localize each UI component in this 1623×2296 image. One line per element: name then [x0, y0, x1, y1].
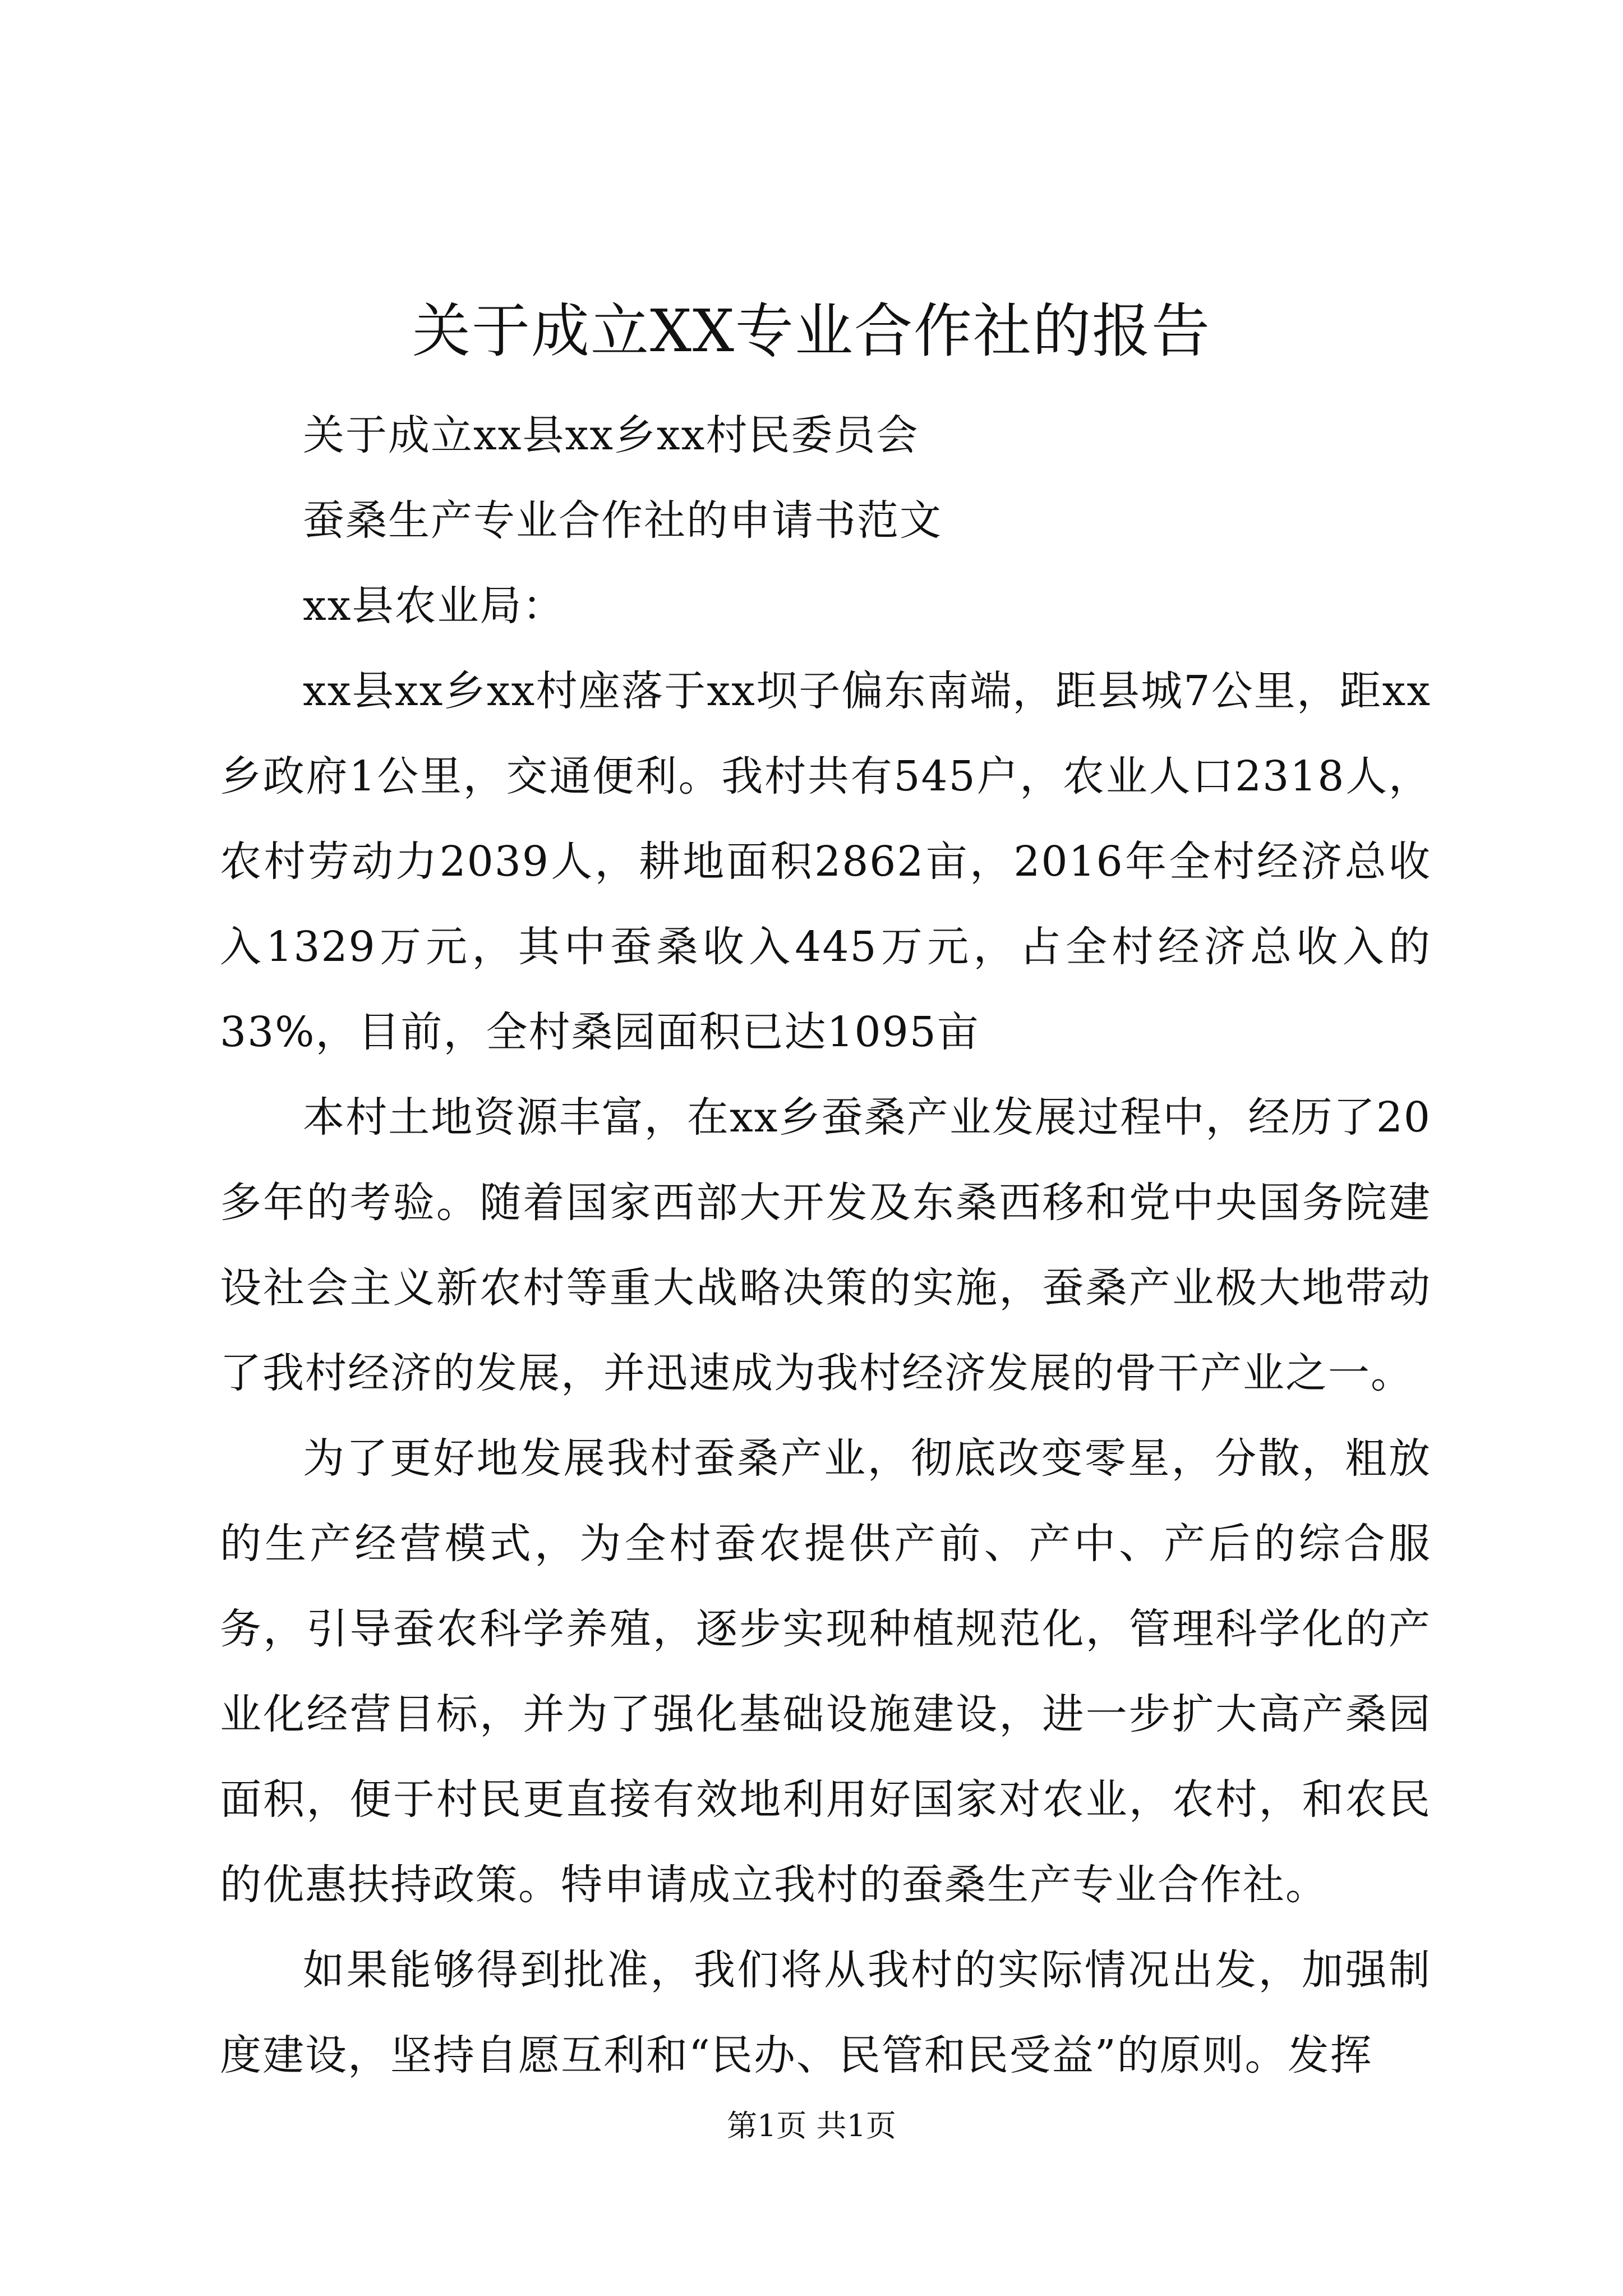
paragraph-subject-line-2: 蚕桑生产专业合作社的申请书范文 [303, 496, 942, 545]
paragraph-recipient: xx县农业局： [303, 582, 565, 630]
paragraph-subject-line-1: 关于成立xx县xx乡xx村民委员会 [303, 411, 919, 459]
document-title: 关于成立XX专业合作社的报告 [412, 297, 1211, 365]
page-number-footer: 第1页 共1页 [727, 2108, 896, 2143]
paragraph-application-purpose: 为了更好地发展我村蚕桑产业，彻底改变零星，分散，粗放的生产经营模式，为全村蚕农提供产前、产中、产后的综合服务，引导蚕农科学养殖，逐步实现种植规范化，管理科学化的产业化经营目标，并为了强化基础设施建设，进一步扩大高产桑园面积，便于村民更直接有效地利用好国家对农业，农村，和农民的优惠扶持政策。特申请成立我村的蚕桑生产专业合作社。 [220, 1434, 1431, 1909]
paragraph-commitment: 如果能够得到批准，我们将从我村的实际情况出发，加强制度建设，坚持自愿互利和“民办、民管和民受益”的原则。发挥 [220, 1946, 1431, 2079]
paragraph-village-overview: xx县xx乡xx村座落于xx坝子偏东南端，距县城7公里，距xx乡政府1公里，交通便利。我村共有545户，农业人口2318人，农村劳动力2039人，耕地面积2862亩，2016年全村经济总收入1329万元，其中蚕桑收入445万元，占全村经济总收入的33%，目前，全村桑园面积已达1095亩 [220, 667, 1431, 1056]
document-body [220, 393, 1431, 2098]
paragraph-industry-history: 本村土地资源丰富，在xx乡蚕桑产业发展过程中，经历了20多年的考验。随着国家西部大开发及东桑西移和党中央国务院建设社会主义新农村等重大战略决策的实施，蚕桑产业极大地带动了我村经济的发展，并迅速成为我村经济发展的骨干产业之一。 [220, 1093, 1431, 1397]
